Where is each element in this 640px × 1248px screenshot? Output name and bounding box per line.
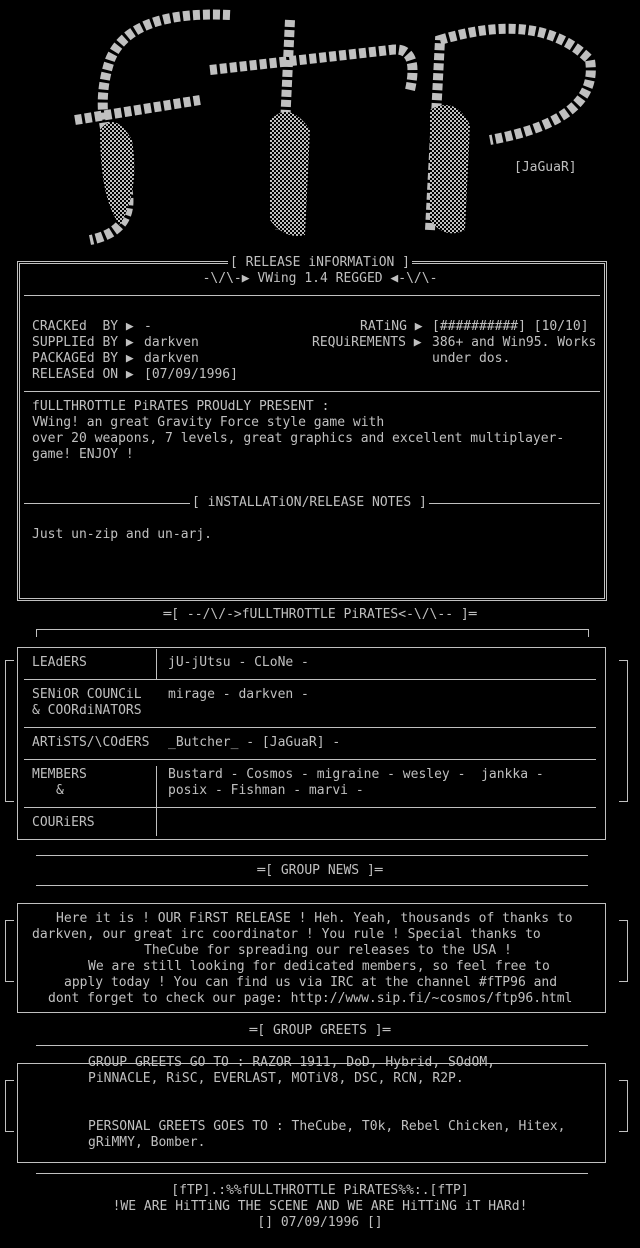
council-label: & COORdiNATORS xyxy=(32,703,142,718)
artists-label: ARTiSTS/\COdERS xyxy=(32,735,150,750)
released-value: [07/09/1996] xyxy=(144,367,238,382)
footer-date: [] 07/09/1996 [] xyxy=(257,1215,383,1230)
artists-value: _Butcher_ - [JaGuaR] - xyxy=(168,735,341,750)
requirements-value-1: 386+ and Win95. Works xyxy=(432,335,597,350)
description-line: over 20 weapons, 7 levels, great graphics and excellent multiplayer- xyxy=(32,431,565,446)
members-label: MEMBERS xyxy=(32,767,87,782)
members-label: & xyxy=(56,783,64,798)
supplied-value: darkven xyxy=(144,335,199,350)
news-line: dont forget to check our page: http://www.sip.fi/~cosmos/ftp96.html xyxy=(48,991,573,1006)
packaged-label: PACKAGEd BY ▶ xyxy=(32,351,134,366)
cracked-label: CRACKEd BY ▶ xyxy=(32,319,134,334)
greets-line: PERSONAL GREETS GOES TO : TheCube, T0k, Rebel Chicken, Hitex, xyxy=(88,1119,566,1134)
greets-header: ═[ GROUP GREETS ]═ xyxy=(249,1023,391,1038)
cracked-value: - xyxy=(144,319,152,334)
council-value: mirage - darkven - xyxy=(168,687,309,702)
footer-line: !WE ARE HiTTiNG THE SCENE AND WE ARE HiTTiNG iT HARd! xyxy=(112,1199,528,1214)
rating-label: RATiNG ▶ xyxy=(360,319,423,334)
news-header: ═[ GROUP NEWS ]═ xyxy=(257,863,383,878)
requirements-label: REQUiREMENTS ▶ xyxy=(312,335,422,350)
leaders-label: LEAdERS xyxy=(32,655,87,670)
supplied-label: SUPPLIEd BY ▶ xyxy=(32,335,134,350)
install-notes-header: [ iNSTALLATiON/RELEASE NOTES ] xyxy=(192,495,427,510)
description-line: game! ENJOY ! xyxy=(32,447,134,462)
release-title: -\/\-▶ VWing 1.4 REGGED ◀-\/\- xyxy=(202,271,438,286)
news-line: Here it is ! OUR FiRST RELEASE ! Heh. Yeah, thousands of thanks to xyxy=(56,911,573,926)
couriers-label: COURiERS xyxy=(32,815,95,830)
ftp-ascii-logo xyxy=(70,0,610,250)
news-line: TheCube for spreading our releases to the USA ! xyxy=(144,943,512,958)
description-line: VWing! an great Gravity Force style game with xyxy=(32,415,385,430)
news-line: We are still looking for dedicated members, so feel free to xyxy=(88,959,550,974)
greets-line: PiNNACLE, RiSC, EVERLAST, MOTiV8, DSC, RCN, R2P. xyxy=(88,1071,464,1086)
members-header: ═[ --/\/->fULLTHROTTLE PiRATES<-\/\-- ]═ xyxy=(163,607,477,622)
greets-line: GROUP GREETS GO TO : RAZOR 1911, DoD, Hybrid, SOdOM, xyxy=(88,1055,495,1070)
released-label: RELEASEd ON ▶ xyxy=(32,367,134,382)
rating-value: [##########] [10/10] xyxy=(432,319,589,334)
news-line: apply today ! You can find us via IRC at the channel #fTP96 and xyxy=(64,975,558,990)
release-info-header: [ RELEASE iNFORMATiON ] xyxy=(229,255,410,270)
requirements-value-2: under dos. xyxy=(432,351,511,366)
news-line: darkven, our great irc coordinator ! You rule ! Special thanks to xyxy=(32,927,541,942)
install-notes-text: Just un-zip and un-arj. xyxy=(32,527,213,542)
council-label: SENiOR COUNCiL xyxy=(32,687,142,702)
members-value: posix - Fishman - marvi - xyxy=(168,783,364,798)
leaders-value: jU-jUtsu - CLoNe - xyxy=(168,655,309,670)
footer-line: [fTP].:%%fULLTHROTTLE PiRATES%%:.[fTP] xyxy=(171,1183,469,1198)
packaged-value: darkven xyxy=(144,351,199,366)
description-line: fULLTHROTTLE PiRATES PROUdLY PRESENT : xyxy=(32,399,330,414)
greets-line: gRiMMY, Bomber. xyxy=(88,1135,206,1150)
members-value: Bustard - Cosmos - migraine - wesley - jankka - xyxy=(168,767,544,782)
logo-signature: [JaGuaR] xyxy=(514,160,577,175)
